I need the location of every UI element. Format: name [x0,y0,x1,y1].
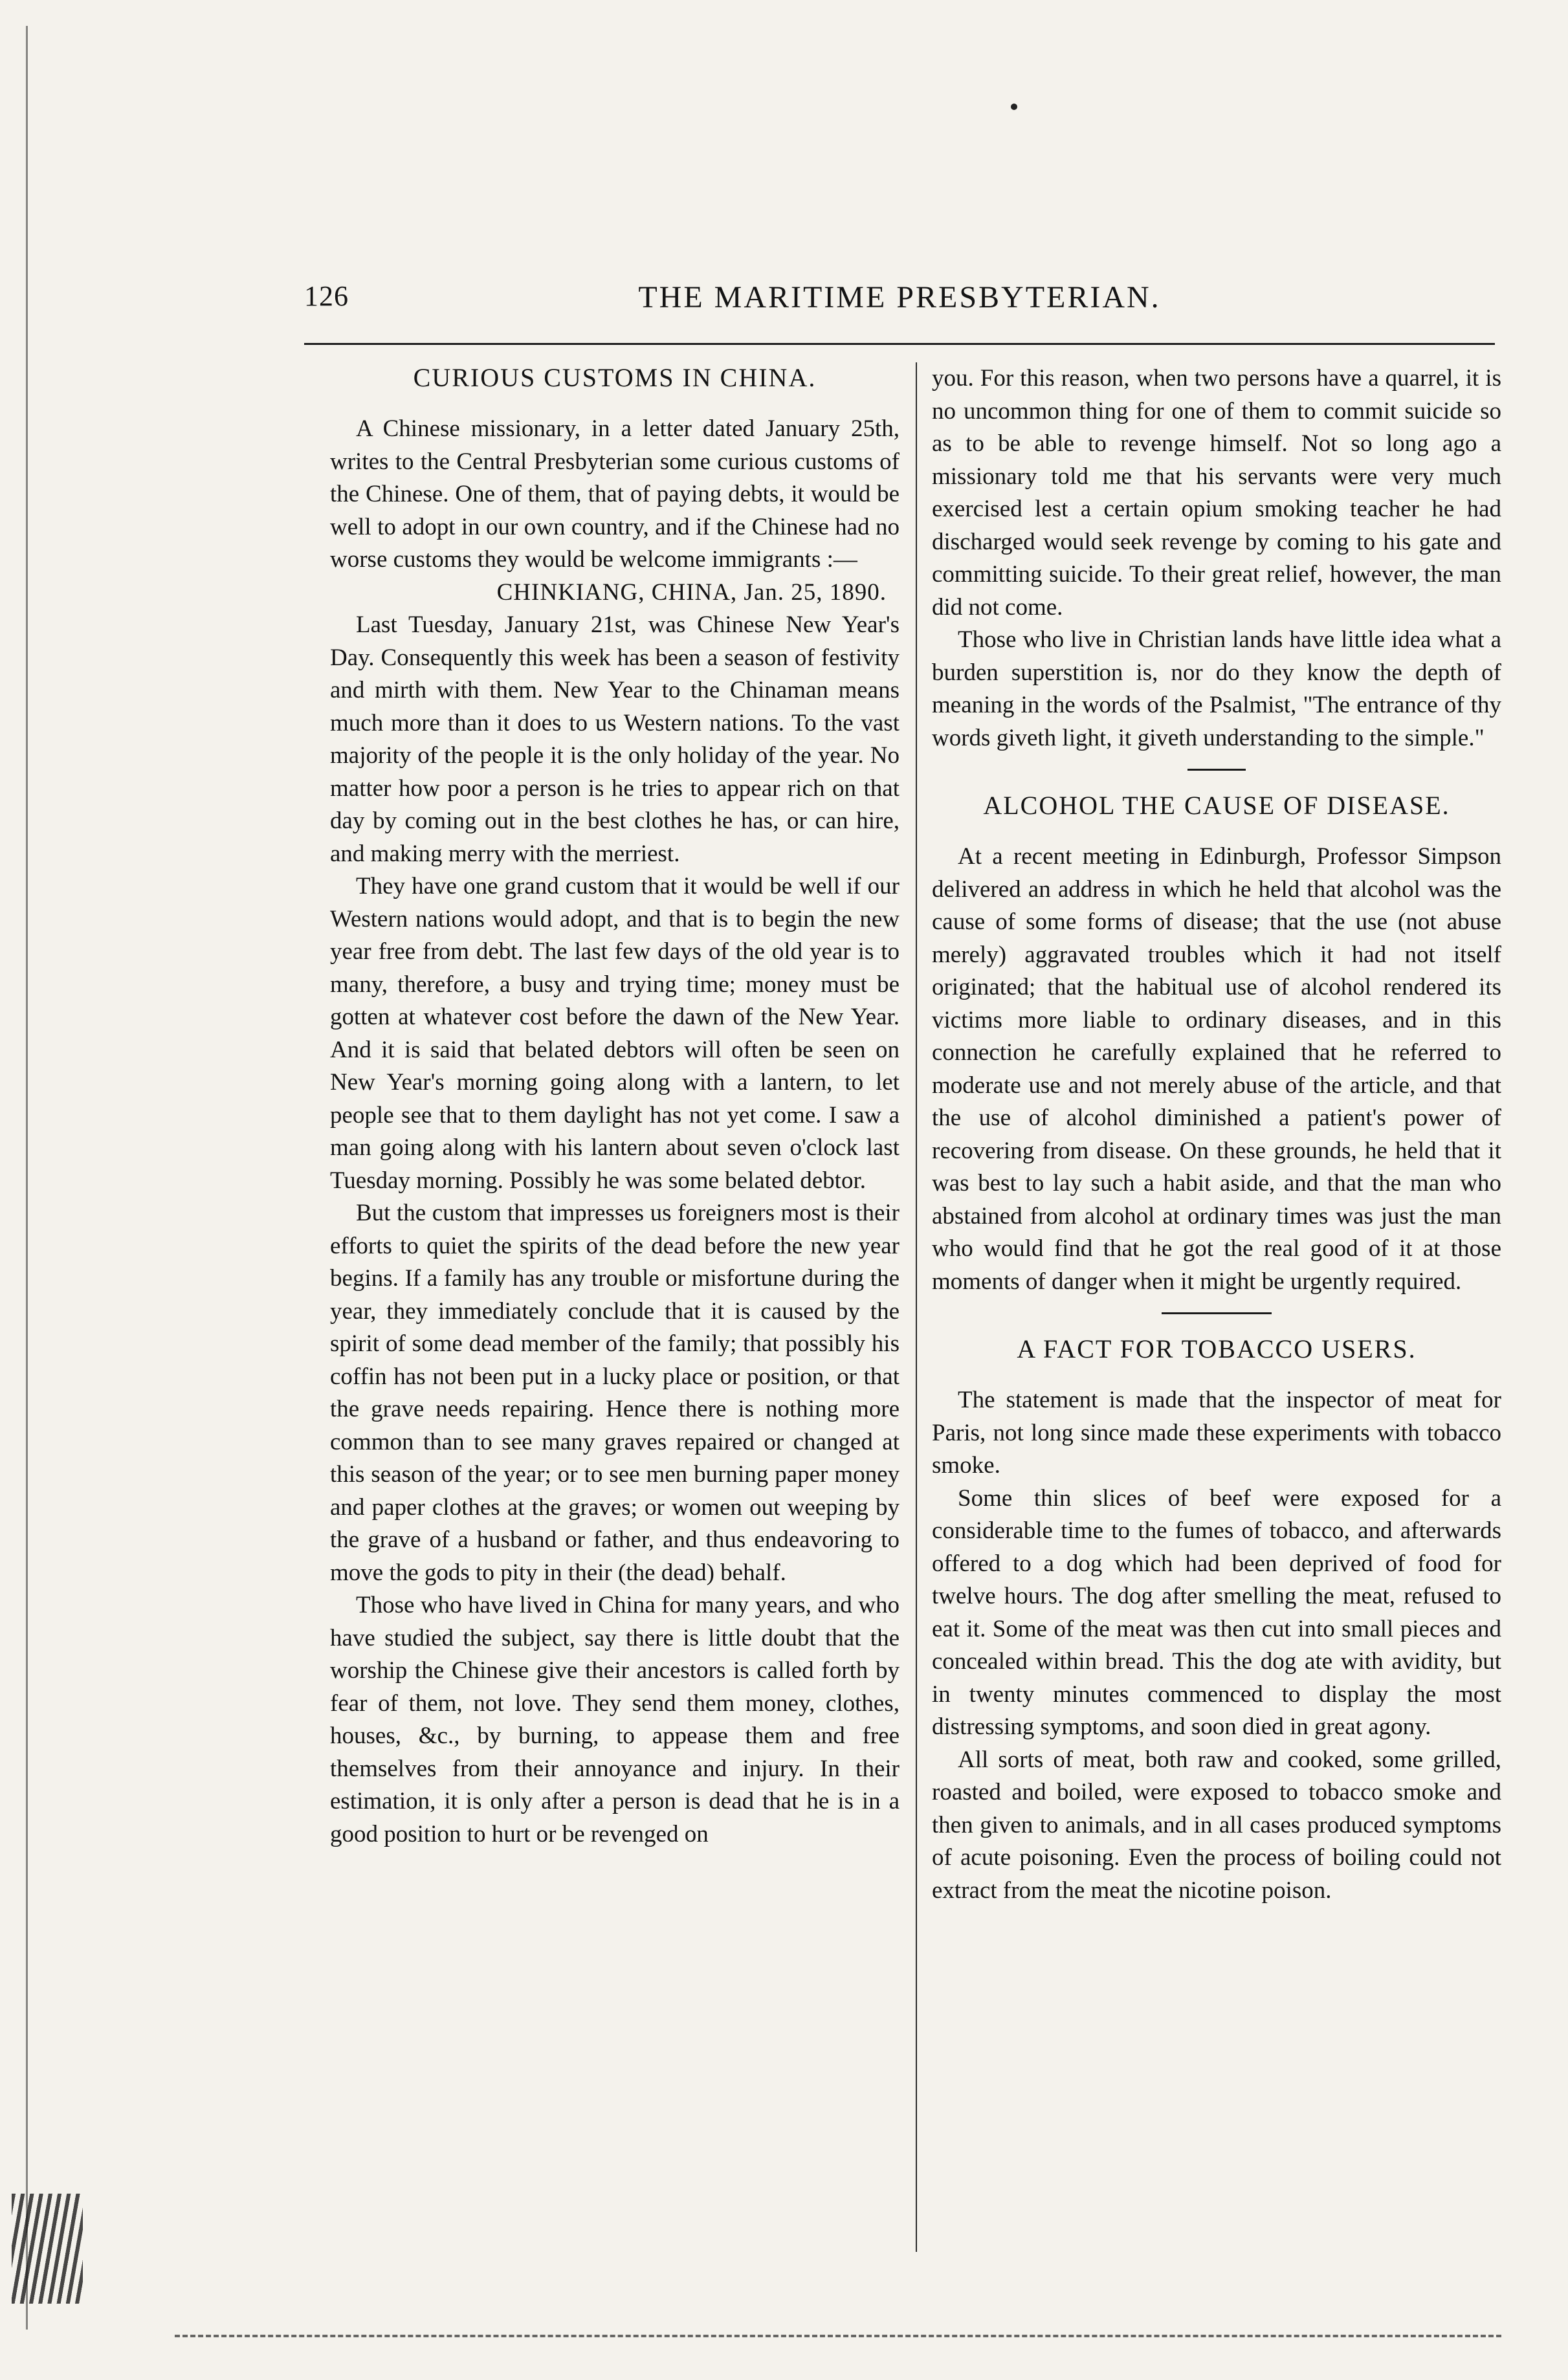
article-paragraph: Last Tuesday, January 21st, was Chinese New Year's Day. Consequently this week has been a season of festivity and mirth with them. New Year to the Chinaman means much more than it does to us Western nations. To the vast majority of the people it is the only holiday of the year. No matter how poor a person is he tries to appear rich on that day by coming out in the best clothes he has, or can hire, and making merry with the merriest. [330,612,900,867]
article-paragraph: A Chinese missionary, in a letter dated January 25th, writes to the Central Presbyterian some curious customs of the Chinese. One of them, that of paying debts, it would be well to adopt in our own country, and if the Chinese had no worse customs they would be welcome immigrants :— [330,415,900,573]
scan-corner-artifact [12,2194,83,2304]
page-header [304,280,1495,338]
article-heading-curious-customs: CURIOUS CUSTOMS IN CHINA. [413,363,817,392]
right-column [932,362,1501,2317]
article-paragraph: At a recent meeting in Edinburgh, Professor Simpson delivered an address in which he held that alcohol was the cause of some forms of disease; that the use (not abuse merely) aggravated troubles which it had not itself originated; that the habitual use of alcohol rendered its victims more liable to ordinary diseases, and in this connection he carefully explained that he referred to moderate use and not merely abuse of the article, and that the use of alcohol diminished a patient's power of recovering from disease. On these grounds, he held that it was best to lay such a habit aside, and that the man who abstained from alcohol at ordinary times was just the man who would find that he got the real good of it at those moments of danger when it might be urgently required. [932,843,1501,1295]
article-heading-tobacco: A FACT FOR TOBACCO USERS. [1017,1334,1417,1363]
section-rule [1162,1312,1272,1314]
dateline: CHINKIANG, CHINA, Jan. 25, 1890. [496,578,887,606]
section-rule [1187,769,1246,771]
article-heading-alcohol: ALCOHOL THE CAUSE OF DISEASE. [983,791,1450,820]
article-continuation-paragraph: you. For this reason, when two persons have a quarrel, it is no uncommon thing for one of them to commit suicide so as to be able to revenge himself. Not so long ago a missionary told me that his servants were very much exercised lest a certain opium smoking teacher he had discharged would seek revenge by coming to his gate and committing suicide. To their great relief, however, the man did not come. [932,365,1501,621]
journal-title: THE MARITIME PRESBYTERIAN. [638,280,1161,314]
article-paragraph: The statement is made that the inspector of meat for Paris, not long since made these experiments with tobacco smoke. [932,1387,1501,1479]
left-column [330,362,900,2317]
page-number: 126 [304,280,349,312]
scan-speck [1011,104,1017,110]
binding-edge-rule [26,26,33,2330]
article-continuation-paragraph: Those who live in Christian lands have little idea what a burden superstition is, nor do they know the depth of meaning in the words of the Psalmist, "The entrance of thy words giveth light, it giveth understanding to the simple." [932,626,1501,751]
article-paragraph: They have one grand custom that it would be well if our Western nations would adopt, and that is to begin the new year free from debt. The last few days of the old year is to many, therefore, a busy and trying time; money must be gotten at whatever cost before the dawn of the New Year. And it is said that belated debtors will often be seen on New Year's morning going along with a lantern, to let people see that to them daylight has not yet come. I saw a man going along with his lantern about seven o'clock last Tuesday morning. Possibly he was some belated debtor. [330,873,900,1194]
column-divider [916,362,917,2252]
article-paragraph: Those who have lived in China for many years, and who have studied the subject, say there is little doubt that the worship the Chinese give their ancestors is called forth by fear of them, not love. They send them money, clothes, houses, &c., by burning, to appease them and free themselves from their annoyance and injury. In their estimation, it is only after a person is dead that he is in a good position to hurt or be revenged on [330,1592,900,1847]
header-rule [304,343,1495,345]
article-paragraph: Some thin slices of beef were exposed for a considerable time to the fumes of tobacco, and afterwards offered to a dog which had been deprived of food for twelve hours. The dog after smelling the meat, refused to eat it. Some of the meat was then cut into small pieces and concealed within bread. This the dog ate with avidity, but in twenty minutes commenced to display the most distressing symptoms, and soon died in great agony. [932,1484,1501,1740]
article-paragraph: All sorts of meat, both raw and cooked, some grilled, roasted and boiled, were exposed to tobacco smoke and then given to animals, and in all cases produced symptoms of acute poisoning. Even the process of boiling could not extract from the meat the nicotine poison. [932,1746,1501,1904]
scan-bottom-artifact [175,2335,1501,2345]
article-paragraph: But the custom that impresses us foreigners most is their efforts to quiet the spirits of the dead before the new year begins. If a family has any trouble or misfortune during the year, they immediately conclude that it is caused by the spirit of some dead member of the family; that possibly his coffin has not been put in a lucky place or position, or that the grave needs repairing. Hence there is nothing more common than to see many graves repaired or changed at this season of the year; or to see men burning paper money and paper clothes at the graves; or women out weeping by the grave of a husband or father, and thus endeavoring to move the gods to pity in their (the dead) behalf. [330,1200,900,1586]
